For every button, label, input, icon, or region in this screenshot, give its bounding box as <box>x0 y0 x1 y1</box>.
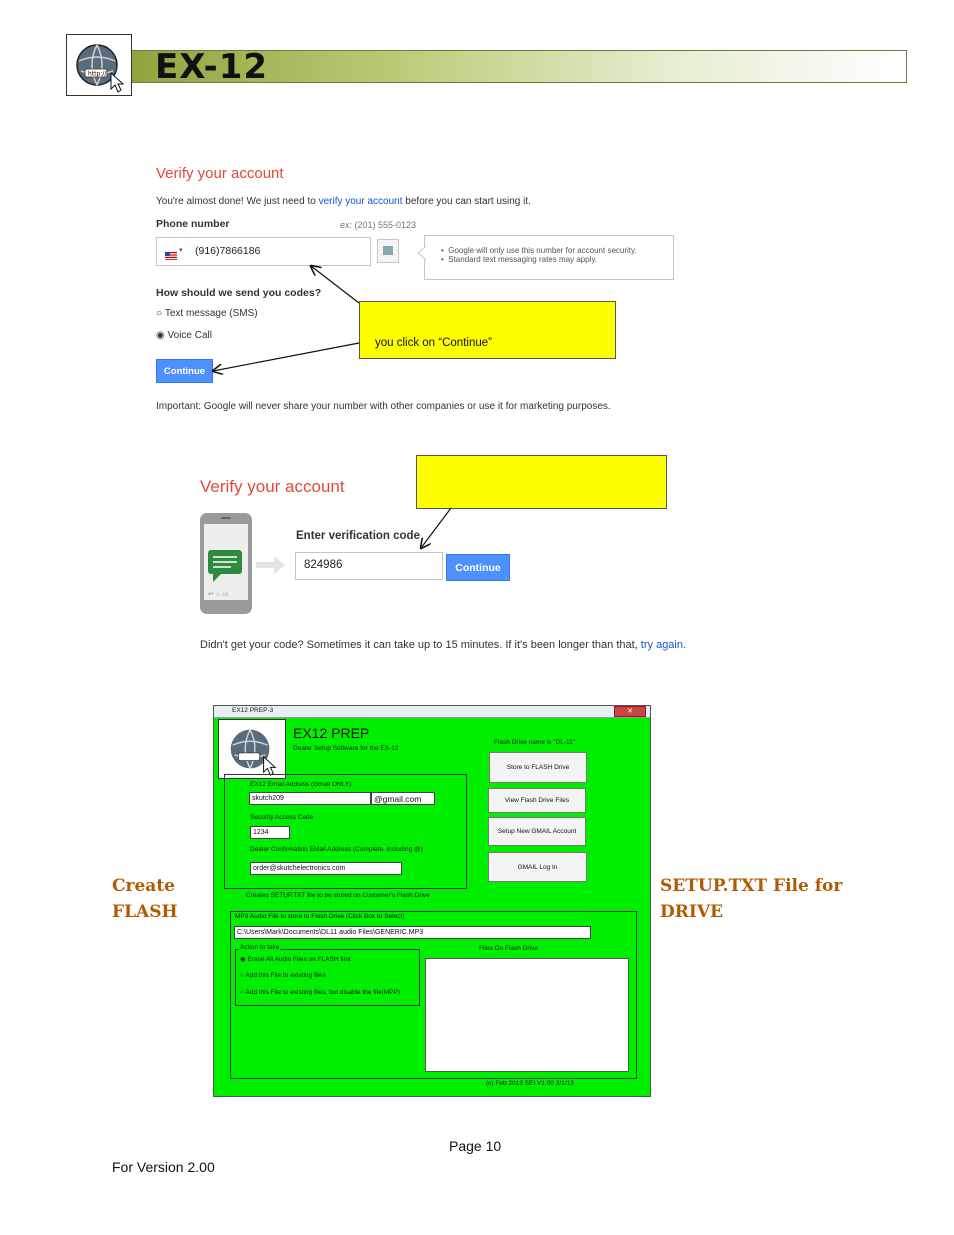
action-label: Action to take <box>240 944 280 951</box>
gmail-suffix: @gmail.com <box>371 792 435 805</box>
radio-checked-icon[interactable]: ◉ <box>156 330 165 341</box>
phone-example: ex: (201) 555-0123 <box>340 220 417 230</box>
ex12-prep-window <box>213 705 651 1097</box>
svg-text:↩ ⌂ ▭: ↩ ⌂ ▭ <box>208 591 229 598</box>
close-button[interactable] <box>614 706 646 717</box>
verify-code-title: Verify your account <box>200 477 345 496</box>
send-codes-question: How should we send you codes? <box>156 287 322 299</box>
flash-drive-label: Flash Drive name is "DL-11" <box>494 739 576 746</box>
side-left: Create FLASH <box>112 876 178 922</box>
app-logo <box>218 719 286 779</box>
page-title: EX-12 <box>155 47 269 87</box>
callout-continue-text: you click on “Continue” <box>375 337 492 349</box>
page-number: Page 10 <box>449 1138 502 1154</box>
arrow-to-phone <box>311 266 359 303</box>
view-flash-files-button[interactable]: View Flash Drive Files <box>488 788 586 813</box>
version-footer: For Version 2.00 <box>112 1159 215 1175</box>
important-note: Important: Google will never share your number with other companies or use it for marketing purposes. <box>156 401 611 412</box>
resend-note: Didn't get your code? Sometimes it can take up to 15 minutes. If it's been longer than that, try again. <box>200 639 687 651</box>
email-label: EX12 Email Address (Gmail ONLY) <box>250 781 352 788</box>
try-again-link[interactable]: try again. <box>640 639 687 651</box>
window-titlebar <box>214 706 650 718</box>
note-line-1: • Google will only use this number for account security. <box>441 246 637 255</box>
verify-title: Verify your account <box>156 165 284 182</box>
creates-label: Creates SETUP.TXT file to be stored on Customer's Flash Drive <box>246 892 430 899</box>
chevron-down-icon[interactable]: ▾ <box>179 247 183 254</box>
phone-label: Phone number <box>156 218 230 230</box>
verify-intro: You're almost done! We just need to verify your account before you can start using it. <box>156 196 531 207</box>
arrow-to-code <box>421 508 451 548</box>
gmail-login-button[interactable]: GMAIL Log In <box>488 852 587 882</box>
verify-account-link[interactable]: verify your account <box>318 196 403 207</box>
close-icon[interactable]: ✕ <box>627 708 633 715</box>
radio-unchecked-icon[interactable]: ○ <box>156 308 163 319</box>
arrow-to-continue <box>213 343 359 371</box>
window-title: EX12 PREP-3 <box>232 707 274 714</box>
svg-text:http://: http:// <box>88 70 107 78</box>
app-subheading: Dealer Setup Software for the EX-12 <box>293 745 399 752</box>
code-value: 824986 <box>304 559 343 571</box>
app-version: (c) Feb 2013 SEI V1.00 3/1/13 <box>486 1080 574 1087</box>
continue-code-button[interactable]: Continue <box>446 554 510 581</box>
note-line-2: • Standard text messaging rates may apply. <box>441 255 598 264</box>
code-label: Enter verification code <box>296 530 420 542</box>
voice-option[interactable]: ◉ Voice Call <box>156 330 212 341</box>
access-label: Security Access Code <box>250 814 314 821</box>
radio-unchecked-icon[interactable]: ○ <box>240 989 244 996</box>
access-input[interactable]: 1234 <box>250 826 290 839</box>
email-input[interactable]: skutch209 <box>249 792 371 805</box>
app-heading: EX12 PREP <box>293 725 370 741</box>
action-option-3[interactable]: ○ Add this File to existing files, but disable the file(MPP) <box>240 989 401 996</box>
mp3-label: MP3 Audio File to store to Flash Drive (Click Box to Select) <box>235 913 405 920</box>
mp3-path-input[interactable]: C:\Users\Mark\Documents\DL11 audio Files\GENERIC.MP3 <box>234 926 591 939</box>
sms-option[interactable]: ○ Text message (SMS) <box>156 308 258 319</box>
continue-button[interactable]: Continue <box>156 359 213 383</box>
phone-value: (916)7866186 <box>195 245 261 257</box>
store-flash-button[interactable]: Store to FLASH Drive <box>489 752 587 783</box>
side-right: SETUP.TXT File for DRIVE <box>660 876 843 922</box>
radio-checked-icon[interactable]: ◉ <box>240 956 246 963</box>
files-list[interactable] <box>425 958 629 1072</box>
action-option-2[interactable]: ○ Add this File to existing files <box>240 972 326 979</box>
radio-unchecked-icon[interactable]: ○ <box>240 972 244 979</box>
files-label: Files On Flash Drive <box>479 945 538 952</box>
setup-gmail-button[interactable]: Setup New GMAIL Account <box>488 817 586 846</box>
confirm-label: Dealer Confirmation EMail Address (Complete, including @) <box>250 846 423 853</box>
confirm-input[interactable]: order@skutchelectronics.com <box>250 862 402 875</box>
action-option-1[interactable]: ◉ Erase All Audio Files on FLASH first <box>240 956 351 963</box>
